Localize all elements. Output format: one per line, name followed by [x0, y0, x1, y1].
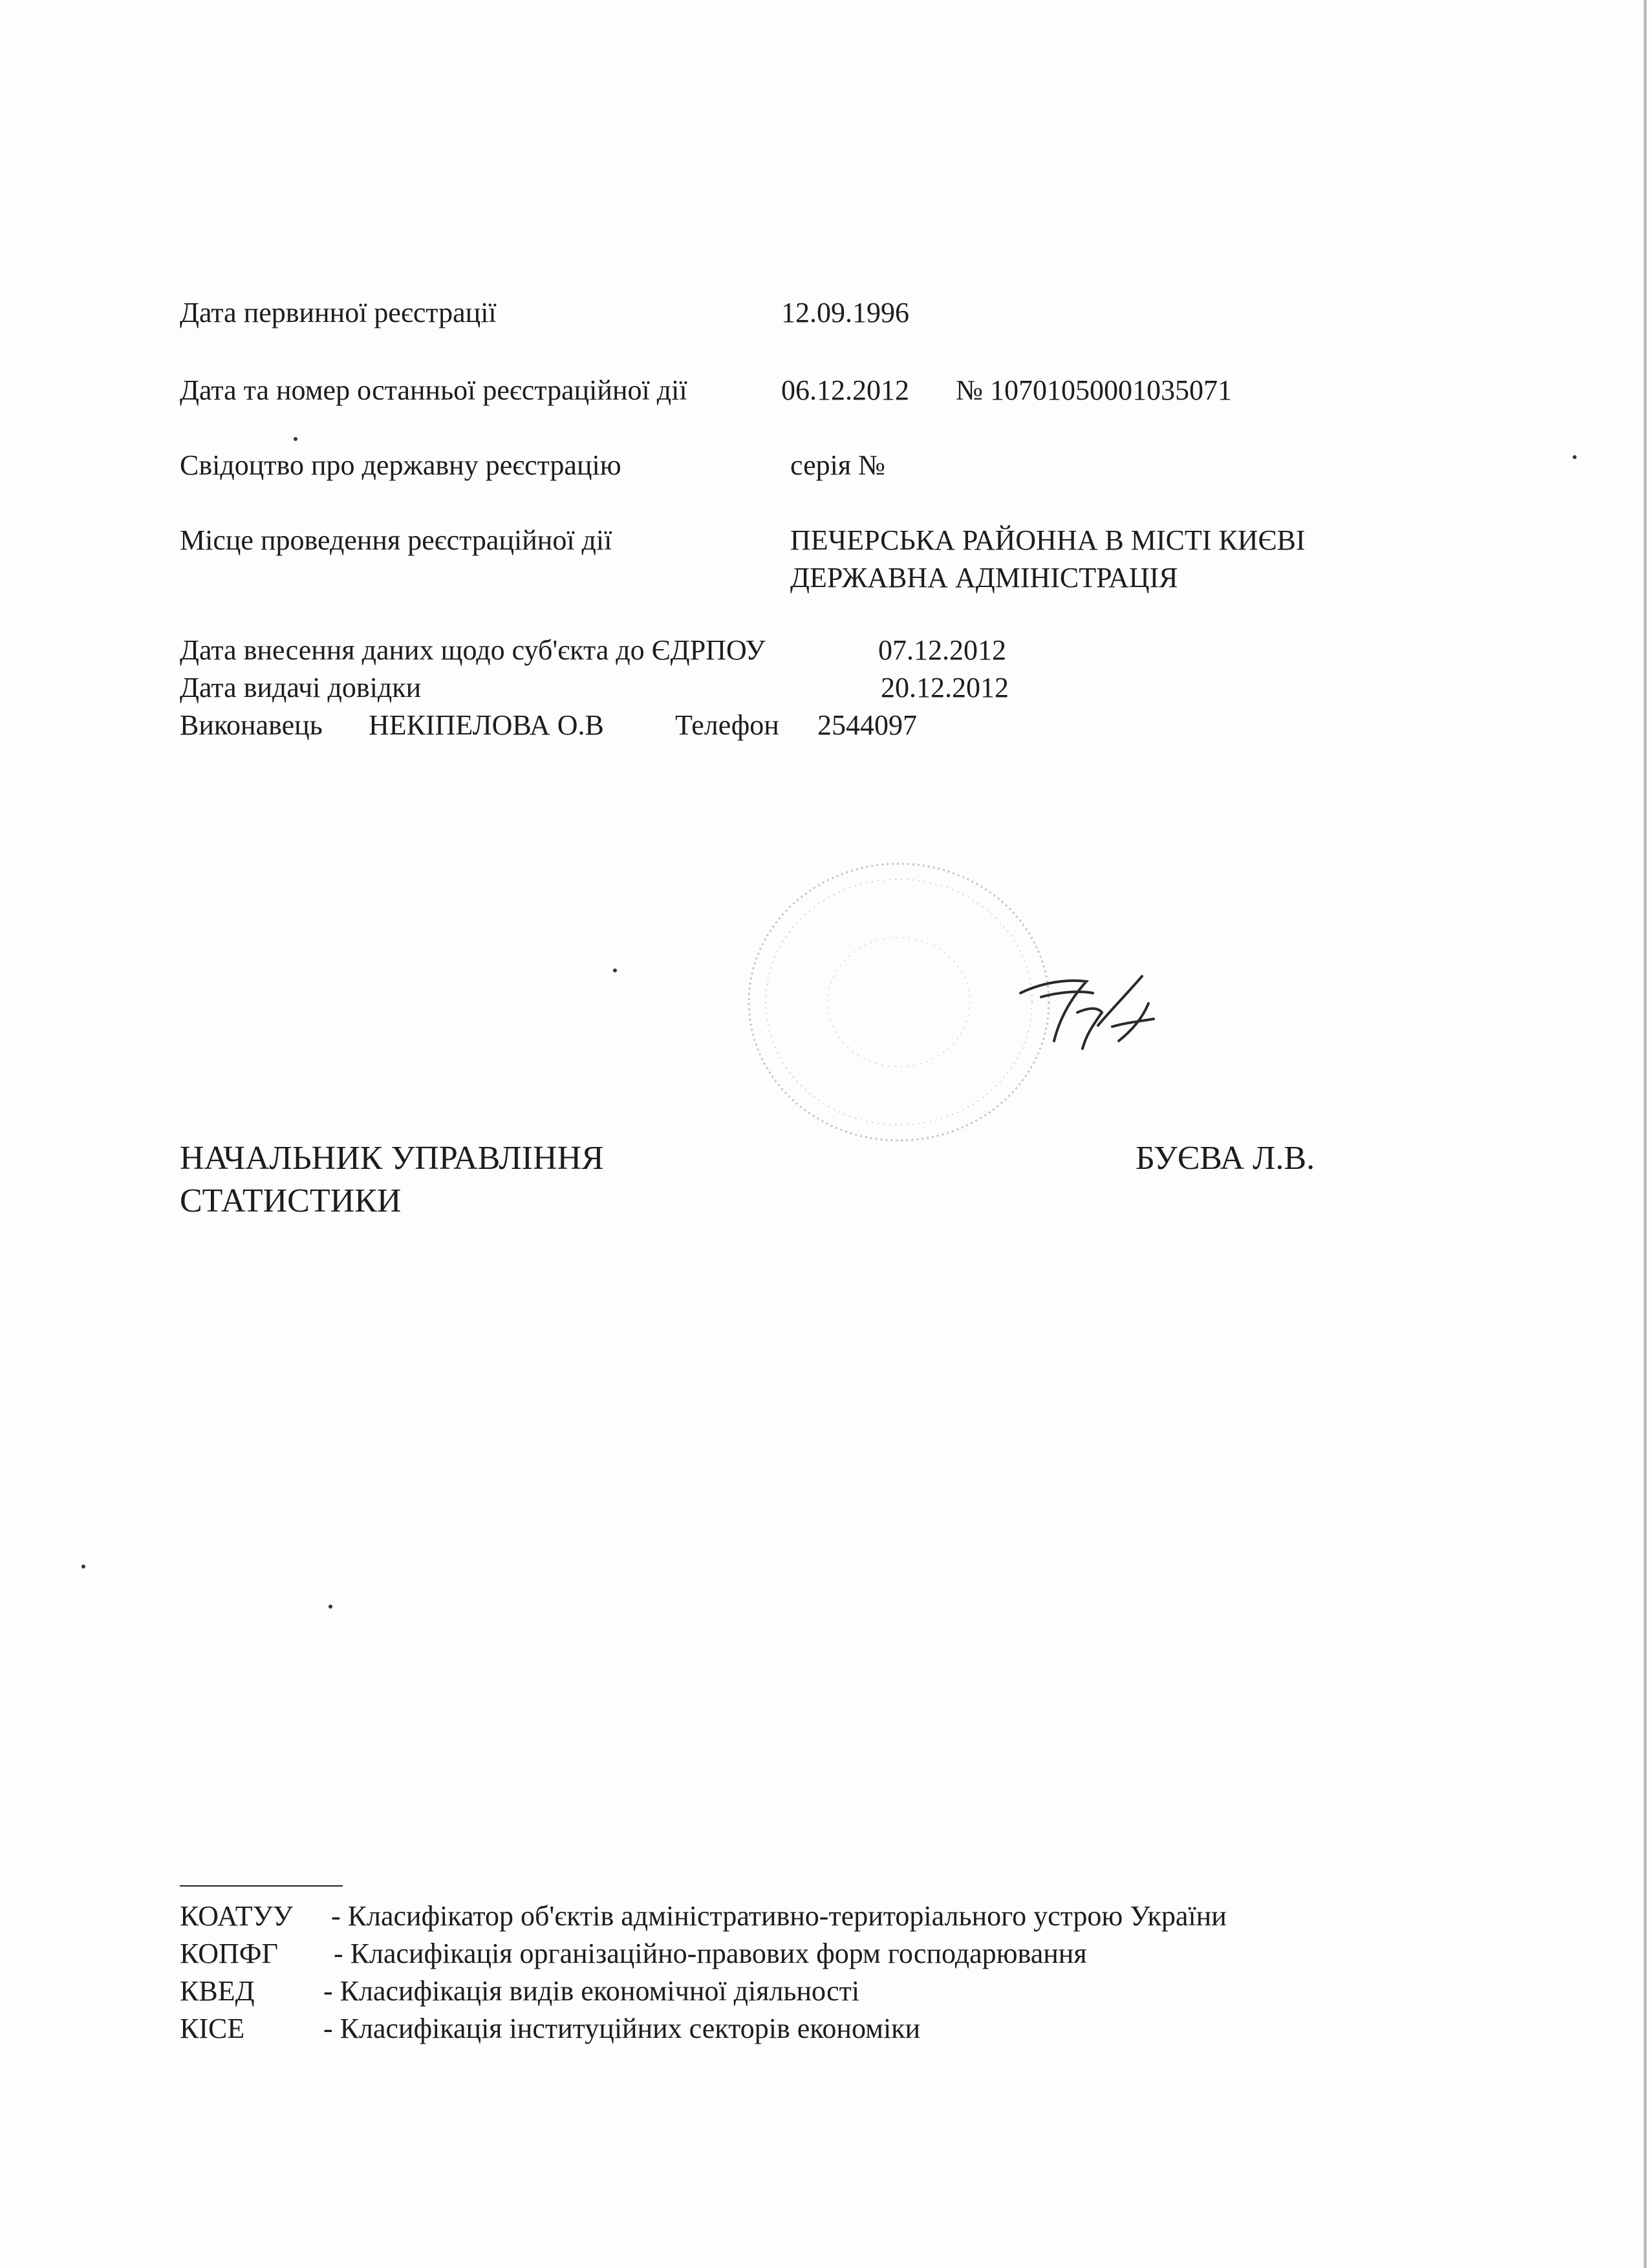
- phone-label: Телефон: [675, 709, 779, 741]
- scan-speck: [613, 968, 617, 972]
- initial-registration-date: 12.09.1996: [781, 297, 909, 328]
- footnote-abbr: КОАТУУ: [180, 1900, 293, 1932]
- signatory-title-line-1: НАЧАЛЬНИК УПРАВЛІННЯ: [180, 1140, 604, 1177]
- scan-speck: [1573, 455, 1577, 459]
- footnote-separator: [180, 1885, 343, 1887]
- scan-speck: [294, 437, 297, 441]
- edrpou-entry-date: 07.12.2012: [878, 634, 1006, 666]
- initial-registration-label: Дата первинної реєстрації: [180, 297, 497, 328]
- certificate-label: Свідоцтво про державну реєстрацію: [180, 449, 621, 481]
- phone-value: 2544097: [817, 709, 917, 741]
- signatory-title-line-2: СТАТИСТИКИ: [180, 1182, 402, 1219]
- issue-date-value: 20.12.2012: [881, 672, 1009, 703]
- scan-speck: [329, 1605, 332, 1609]
- footnote-abbr: КІСЕ: [180, 2013, 245, 2044]
- round-stamp: [737, 853, 1061, 1151]
- last-action-label: Дата та номер останньої реєстраційної дії: [180, 374, 687, 406]
- executor-name: НЕКІПЕЛОВА О.В: [369, 709, 604, 741]
- place-line-1: ПЕЧЕРСЬКА РАЙОННА В МІСТІ КИЄВІ: [790, 524, 1306, 556]
- footnote-text: - Класифікатор об'єктів адміністративно-територіального устрою України: [331, 1900, 1227, 1932]
- place-label: Місце проведення реєстраційної дії: [180, 524, 612, 556]
- scan-edge: [1643, 0, 1646, 2268]
- handwritten-signature: [1015, 963, 1164, 1060]
- scan-speck: [81, 1565, 85, 1568]
- footnote-abbr: КОПФГ: [180, 1938, 279, 1969]
- edrpou-entry-label: Дата внесення даних щодо суб'єкта до ЄДРПОУ: [180, 634, 766, 666]
- last-action-number: № 10701050001035071: [956, 374, 1232, 406]
- signatory-name: БУЄВА Л.В.: [1136, 1140, 1315, 1177]
- certificate-value: серія №: [790, 449, 886, 481]
- last-action-date: 06.12.2012: [781, 374, 909, 406]
- place-line-2: ДЕРЖАВНА АДМІНІСТРАЦІЯ: [790, 562, 1178, 594]
- footnote-text: - Класифікація організаційно-правових форм господарювання: [334, 1938, 1087, 1969]
- footnote-text: - Класифікація видів економічної діяльності: [323, 1975, 860, 2007]
- footnote-text: - Класифікація інституційних секторів економіки: [323, 2013, 921, 2044]
- issue-date-label: Дата видачі довідки: [180, 672, 422, 703]
- footnote-abbr: КВЕД: [180, 1975, 255, 2007]
- executor-label: Виконавець: [180, 709, 323, 741]
